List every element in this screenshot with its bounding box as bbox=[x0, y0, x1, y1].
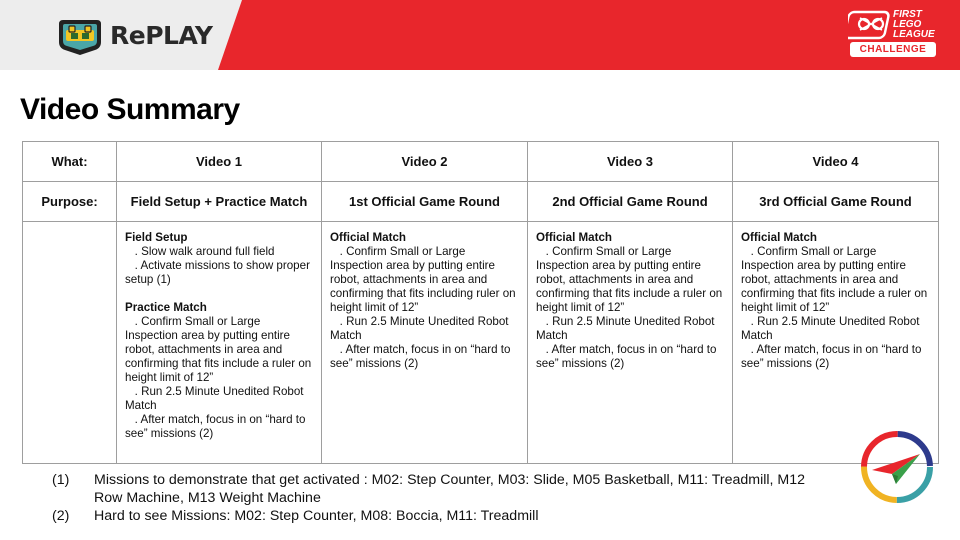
table-header-cell: Video 2 bbox=[322, 142, 528, 182]
section-heading: Official Match bbox=[536, 231, 613, 244]
section-heading: Field Setup bbox=[125, 231, 188, 244]
footnote-text: Hard to see Missions: M02: Step Counter, M08: Boccia, M11: Treadmill bbox=[94, 508, 539, 524]
footnotes bbox=[52, 471, 814, 525]
footnote-number: (2) bbox=[52, 508, 70, 524]
replay-logo-text: RePLAY bbox=[110, 21, 213, 50]
section-heading: Practice Match bbox=[125, 301, 207, 314]
list-item: . Run 2.5 Minute Unedited Robot Match bbox=[125, 385, 304, 412]
list-item: . After match, focus in on “hard to see” missions (2) bbox=[330, 343, 511, 370]
footnote-number: (1) bbox=[52, 472, 70, 488]
list-item: . Confirm Small or Large Inspection area by putting entire robot, attachments in area and confirming that fits including ruler on height limit of 12” bbox=[330, 245, 516, 314]
section-heading: Official Match bbox=[741, 231, 818, 244]
table-header-row bbox=[23, 142, 939, 182]
list-item: . Run 2.5 Minute Unedited Robot Match bbox=[536, 315, 715, 342]
video-1-details bbox=[117, 222, 322, 464]
footnote-text: Missions to demonstrate that get activated : M02: Step Counter, M03: Slide, M05 Basketball, M11: Treadmill, M12 Row Machine, M13 Weight Machine bbox=[94, 472, 806, 506]
footnote-2 bbox=[52, 507, 814, 525]
table-cell: Purpose: bbox=[23, 182, 117, 222]
table-cell: 2nd Official Game Round bbox=[528, 182, 733, 222]
page-title: Video Summary bbox=[20, 93, 240, 126]
paper-plane-circle-logo-icon bbox=[858, 428, 936, 506]
list-item: . Slow walk around full field bbox=[125, 245, 275, 258]
list-item: . Confirm Small or Large Inspection area by putting entire robot, attachments in area and confirming that fits include a ruler on height limit of 12” bbox=[741, 245, 928, 314]
table-details-row bbox=[23, 222, 939, 464]
video-summary-table bbox=[22, 141, 939, 464]
section-heading: Official Match bbox=[330, 231, 407, 244]
table-header-cell: What: bbox=[23, 142, 117, 182]
table-header-cell: Video 3 bbox=[528, 142, 733, 182]
table-cell-empty bbox=[23, 222, 117, 464]
fll-brand-text bbox=[893, 10, 935, 40]
video-3-details bbox=[528, 222, 733, 464]
list-item: . Confirm Small or Large Inspection area by putting entire robot, attachments in area and confirming that fits include a ruler on height limit of 12” bbox=[536, 245, 723, 314]
table-header-cell: Video 4 bbox=[733, 142, 939, 182]
list-item: . After match, focus in on “hard to see” missions (2) bbox=[125, 413, 306, 440]
footnote-1 bbox=[52, 471, 814, 507]
list-item: . Confirm Small or Large Inspection area by putting entire robot, attachments in area and confirming that fits include a ruler on height limit of 12” bbox=[125, 315, 312, 384]
challenge-badge: CHALLENGE bbox=[850, 42, 936, 57]
table-purpose-row bbox=[23, 182, 939, 222]
list-item: . After match, focus in on “hard to see” missions (2) bbox=[741, 343, 922, 370]
list-item: . After match, focus in on “hard to see” missions (2) bbox=[536, 343, 717, 370]
fll-brand-label: FIRST LEGO LEAGUE bbox=[893, 9, 935, 40]
list-item: . Run 2.5 Minute Unedited Robot Match bbox=[330, 315, 509, 342]
table-cell: 3rd Official Game Round bbox=[733, 182, 939, 222]
list-item: . Run 2.5 Minute Unedited Robot Match bbox=[741, 315, 920, 342]
table-header-cell: Video 1 bbox=[117, 142, 322, 182]
list-item: . Activate missions to show proper setup (1) bbox=[125, 259, 310, 286]
table-cell: Field Setup + Practice Match bbox=[117, 182, 322, 222]
table-cell: 1st Official Game Round bbox=[322, 182, 528, 222]
video-2-details bbox=[322, 222, 528, 464]
